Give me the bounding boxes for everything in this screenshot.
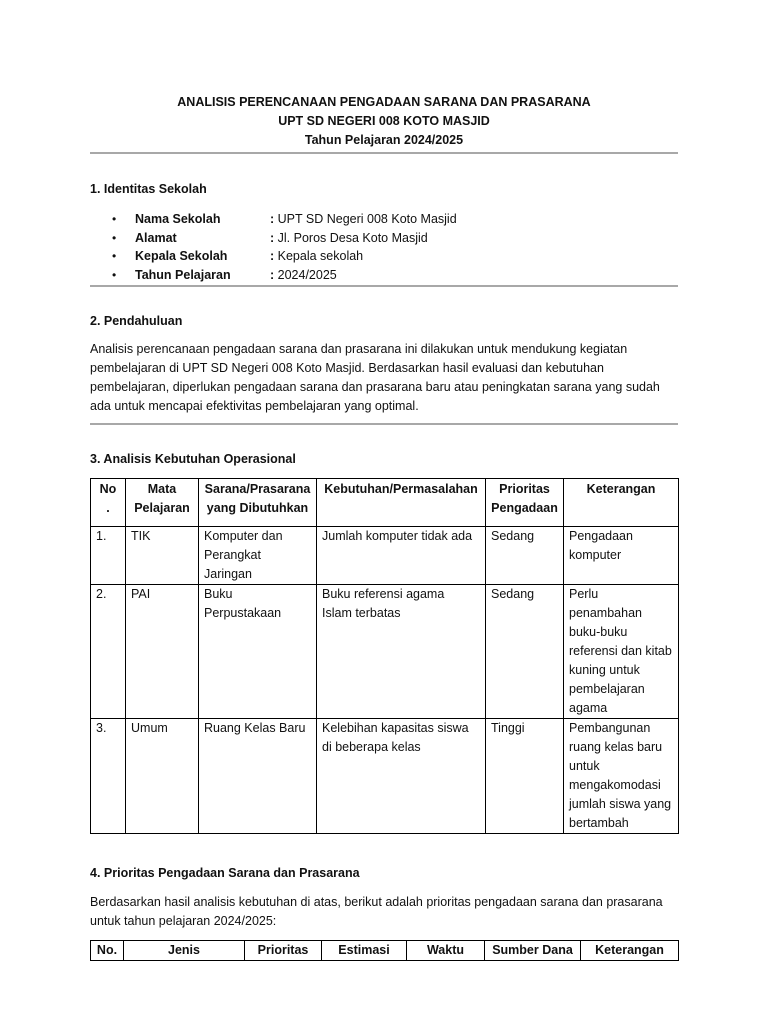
col-header-waktu: Waktu xyxy=(407,941,485,961)
colon: : xyxy=(270,267,275,282)
priority-line: Berdasarkan hasil analisis kebutuhan di atas, berikut adalah prioritas pengadaan sarana dan prasarana xyxy=(90,895,663,909)
priority-paragraph xyxy=(90,893,678,931)
cell-prioritas: Sedang xyxy=(486,585,564,719)
col-header-sumber-dana: Sumber Dana xyxy=(485,941,581,961)
identity-key: Kepala Sekolah xyxy=(135,249,228,263)
cell-sarana: Buku Perpustakaan xyxy=(199,585,317,719)
bullet: • xyxy=(112,267,117,282)
col-header-sarana: Sarana/Prasarana yang Dibutuhkan xyxy=(199,479,317,527)
cell-keterangan: Pembangunan ruang kelas baru untuk mengakomodasi jumlah siswa yang bertambah xyxy=(564,719,679,834)
identity-item-kepala xyxy=(90,247,678,266)
identity-key: Nama Sekolah xyxy=(135,212,221,226)
cell-sarana: Komputer dan Perangkat Jaringan xyxy=(199,527,317,585)
intro-line: pembelajaran di UPT SD Negeri 008 Koto Masjid. Berdasarkan hasil evaluasi dan kebutuhan xyxy=(90,361,604,375)
col-header-jenis: Jenis xyxy=(124,941,245,961)
title-line-2: UPT SD NEGERI 008 KOTO MASJID xyxy=(278,114,490,128)
identity-key: Tahun Pelajaran xyxy=(135,267,231,282)
table-row xyxy=(91,719,679,834)
document-content xyxy=(90,93,678,961)
identity-value xyxy=(270,210,457,229)
bullet: • xyxy=(112,212,117,226)
identity-value xyxy=(270,266,337,285)
col-header-prioritas: Prioritas Pengadaan xyxy=(486,479,564,527)
colon: : xyxy=(270,249,275,263)
bullet: • xyxy=(112,230,117,245)
intro-line: Analisis perencanaan pengadaan sarana dan prasarana ini dilakukan untuk mendukung kegiatan xyxy=(90,342,628,356)
identity-value xyxy=(270,229,428,248)
priority-table xyxy=(90,940,679,961)
cell-mapel: TIK xyxy=(126,527,199,585)
divider-3 xyxy=(90,423,678,425)
identity-list xyxy=(90,210,678,284)
document-title xyxy=(90,93,678,150)
colon: : xyxy=(270,212,275,226)
cell-mapel: PAI xyxy=(126,585,199,719)
col-header-no: No . xyxy=(91,479,126,527)
identity-item-alamat xyxy=(90,229,678,248)
col-header-mapel: Mata Pelajaran xyxy=(126,479,199,527)
table-row xyxy=(91,527,679,585)
col-header-keterangan: Keterangan xyxy=(564,479,679,527)
intro-line: pembelajaran, diperlukan pengadaan sarana dan prasarana baru atau peningkatan sarana yang sudah xyxy=(90,380,660,394)
title-line-3: Tahun Pelajaran 2024/2025 xyxy=(304,133,464,147)
section-4-heading: 4. Prioritas Pengadaan Sarana dan Prasarana xyxy=(90,866,360,880)
priority-line: untuk tahun pelajaran 2024/2025: xyxy=(90,914,277,928)
cell-kebutuhan: Kelebihan kapasitas siswa di beberapa kelas xyxy=(317,719,486,834)
cell-kebutuhan: Buku referensi agama Islam terbatas xyxy=(317,585,486,719)
cell-kebutuhan: Jumlah komputer tidak ada xyxy=(317,527,486,585)
identity-value-text: UPT SD Negeri 008 Koto Masjid xyxy=(274,212,457,226)
table-header-row xyxy=(91,941,679,961)
divider-2 xyxy=(90,285,678,287)
section-3-heading: 3. Analisis Kebutuhan Operasional xyxy=(90,452,296,466)
table-row xyxy=(91,585,679,719)
col-header-no: No. xyxy=(91,941,124,961)
intro-line: ada untuk mencapai efektivitas pembelajaran yang optimal. xyxy=(90,399,419,413)
table-header-row xyxy=(91,479,679,527)
cell-no: 2. xyxy=(91,585,126,719)
identity-value-text: Jl. Poros Desa Koto Masjid xyxy=(274,230,428,245)
intro-paragraph xyxy=(90,340,678,416)
cell-mapel: Umum xyxy=(126,719,199,834)
col-header-keterangan: Keterangan xyxy=(581,941,679,961)
col-header-prioritas: Prioritas xyxy=(245,941,322,961)
identity-value-text: Kepala sekolah xyxy=(274,249,364,263)
identity-key: Alamat xyxy=(135,230,177,245)
needs-analysis-table xyxy=(90,478,679,834)
identity-item-tahun xyxy=(90,266,678,285)
cell-no: 1. xyxy=(91,527,126,585)
cell-no: 3. xyxy=(91,719,126,834)
section-1-heading: 1. Identitas Sekolah xyxy=(90,182,207,196)
col-header-estimasi: Estimasi xyxy=(322,941,407,961)
cell-prioritas: Sedang xyxy=(486,527,564,585)
bullet: • xyxy=(112,249,117,263)
section-2-heading: 2. Pendahuluan xyxy=(90,314,183,328)
col-header-kebutuhan: Kebutuhan/Permasalahan xyxy=(317,479,486,527)
identity-value-text: 2024/2025 xyxy=(274,267,337,282)
cell-keterangan: Pengadaan komputer xyxy=(564,527,679,585)
cell-sarana: Ruang Kelas Baru xyxy=(199,719,317,834)
divider-1 xyxy=(90,152,678,154)
identity-value xyxy=(270,247,363,266)
cell-prioritas: Tinggi xyxy=(486,719,564,834)
cell-keterangan: Perlu penambahan buku-buku referensi dan kitab kuning untuk pembelajaran agama xyxy=(564,585,679,719)
colon: : xyxy=(270,230,275,245)
identity-item-nama xyxy=(90,210,678,229)
title-line-1: ANALISIS PERENCANAAN PENGADAAN SARANA DAN PRASARANA xyxy=(177,95,591,109)
